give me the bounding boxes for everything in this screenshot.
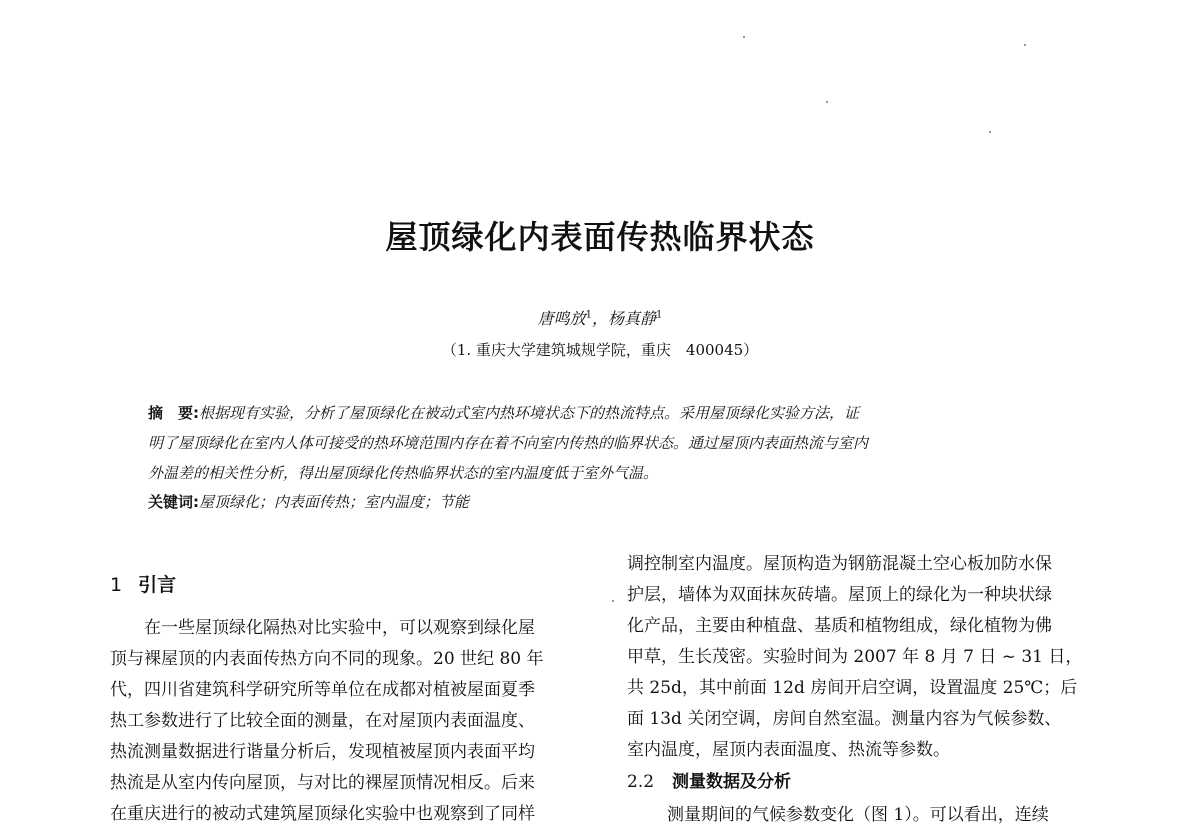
body-line: 热流是从室内传向屋顶，与对比的裸屋顶情况相反。后来	[110, 773, 535, 793]
subsection-number: 2.2	[627, 772, 655, 792]
subsection-heading	[627, 767, 791, 792]
author-name: 唐鸣放	[537, 309, 586, 328]
abstract-label: 摘 要:	[148, 404, 199, 422]
body-line: 面 13d 关闭空调，房间自然室温。测量内容为气候参数、	[627, 709, 1062, 729]
abstract-text: 根据现有实验，分析了屋顶绿化在被动式室内热环境状态下的热流特点。采用屋顶绿化实验方法，证	[199, 404, 860, 422]
body-line: 在一些屋顶绿化隔热对比实验中，可以观察到绿化屋	[110, 618, 535, 638]
left-column-body	[110, 613, 590, 827]
keywords-label: 关键词:	[148, 493, 199, 511]
body-line: 室内温度，屋顶内表面温度、热流等参数。	[627, 740, 950, 760]
scan-speck	[612, 600, 614, 602]
body-line: 在重庆进行的被动式建筑屋顶绿化实验中也观察到了同样	[110, 804, 535, 824]
abstract-line: 明了屋顶绿化在室内人体可接受的热环境范围内存在着不向室内传热的临界状态。通过屋顶内表面热流与室内	[148, 434, 869, 452]
body-line: 热工参数进行了比较全面的测量，在对屋顶内表面温度、	[110, 711, 535, 731]
abstract-line	[148, 398, 1068, 428]
scan-speck	[989, 131, 991, 133]
affiliation: （1. 重庆大学建筑城规学院，重庆 400045）	[441, 341, 759, 359]
author-separator: ，	[591, 309, 608, 328]
affiliation-marker: 1	[585, 309, 592, 321]
body-line: 代，四川省建筑科学研究所等单位在成都对植被屋面夏季	[110, 680, 535, 700]
paper-title: 屋顶绿化内表面传热临界状态	[385, 218, 815, 256]
section-title: 引言	[138, 574, 177, 596]
scan-speck	[743, 36, 745, 38]
right-column-continuation	[667, 800, 1112, 827]
body-line: 护层，墙体为双面抹灰砖墙。屋顶上的绿化为一种块状绿	[627, 585, 1052, 605]
body-line: 测量期间的气候参数变化（图 1）。可以看出，连续	[667, 805, 1049, 825]
body-line: 顶与裸屋顶的内表面传热方向不同的现象。20 世纪 80 年	[110, 649, 544, 669]
author-name: 杨真静	[608, 309, 657, 328]
subsection-title: 测量数据及分析	[672, 772, 792, 792]
body-line: 热流测量数据进行谐量分析后，发现植被屋顶内表面平均	[110, 742, 535, 762]
keywords	[148, 491, 1068, 512]
section-number: 1	[110, 574, 123, 596]
scan-speck	[1024, 44, 1026, 46]
keywords-text: 屋顶绿化；内表面传热；室内温度；节能	[199, 493, 470, 511]
abstract-line: 外温差的相关性分析，得出屋顶绿化传热临界状态的室内温度低于室外气温。	[148, 464, 659, 482]
body-line: 甲草，生长茂密。实验时间为 2007 年 8 月 7 日 ~ 31 日，	[627, 647, 1083, 667]
author-line	[0, 306, 1200, 329]
body-line: 调控制室内温度。屋顶构造为钢筋混凝土空心板加防水保	[627, 554, 1052, 574]
section-heading	[110, 570, 176, 597]
right-column-body	[627, 549, 1112, 766]
abstract	[148, 398, 1068, 488]
affiliation-marker: 1	[656, 309, 663, 321]
body-line: 共 25d，其中前面 12d 房间开启空调，设置温度 25℃；后	[627, 678, 1078, 698]
scan-speck	[826, 101, 828, 103]
body-line: 化产品，主要由种植盘、基质和植物组成，绿化植物为佛	[627, 616, 1052, 636]
